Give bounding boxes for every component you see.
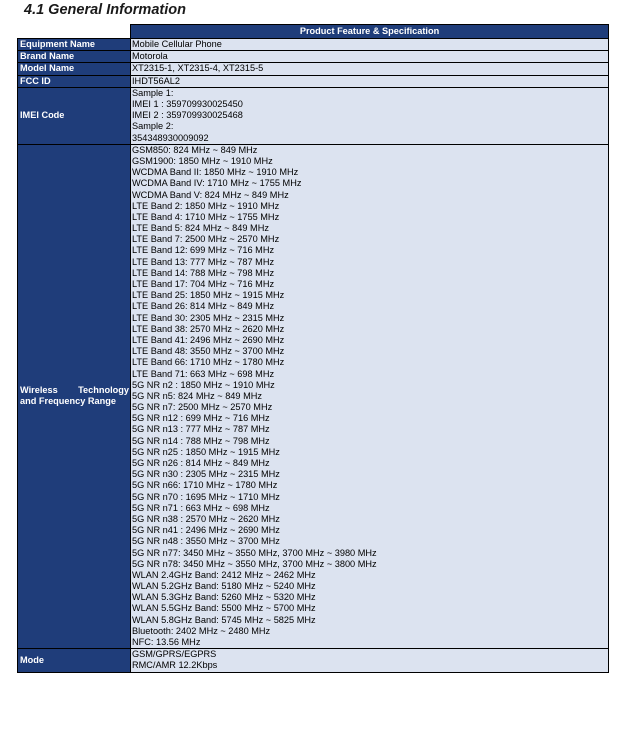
frequency-line: 5G NR n71 : 663 MHz ~ 698 MHz: [132, 502, 270, 513]
frequency-line: Bluetooth: 2402 MHz ~ 2480 MHz: [132, 625, 271, 636]
frequency-line: LTE Band 2: 1850 MHz ~ 1910 MHz: [132, 200, 280, 211]
frequency-line: 5G NR n2 : 1850 MHz ~ 1910 MHz: [132, 379, 275, 390]
frequency-line: LTE Band 26: 814 MHz ~ 849 MHz: [132, 301, 275, 312]
row-value-imei: [131, 87, 609, 144]
frequency-line: LTE Band 13: 777 MHz ~ 787 MHz: [132, 256, 275, 267]
frequency-line: NFC: 13.56 MHz: [132, 637, 201, 647]
frequency-line: 5G NR n77: 3450 MHz ~ 3550 MHz, 3700 MHz ~ 3980 MHz: [132, 547, 377, 558]
wireless-label-line-1: Wireless Technology: [20, 385, 129, 396]
frequency-line: LTE Band 66: 1710 MHz ~ 1780 MHz: [132, 357, 285, 368]
frequency-line: 5G NR n70 : 1695 MHz ~ 1710 MHz: [132, 491, 280, 502]
frequency-line: 5G NR n25 : 1850 MHz ~ 1915 MHz: [132, 446, 280, 457]
imei-line: IMEI 2 : 359709930025468: [132, 110, 243, 121]
frequency-line: GSM1900: 1850 MHz ~ 1910 MHz: [132, 155, 273, 166]
row-value-wireless: [131, 144, 609, 648]
frequency-line: LTE Band 5: 824 MHz ~ 849 MHz: [132, 223, 269, 234]
table-row-brand: [18, 51, 609, 63]
frequency-line: LTE Band 48: 3550 MHz ~ 3700 MHz: [132, 346, 285, 357]
frequency-line: WLAN 5.3GHz Band: 5260 MHz ~ 5320 MHz: [132, 592, 316, 603]
frequency-line: WLAN 5.8GHz Band: 5745 MHz ~ 5825 MHz: [132, 614, 316, 625]
frequency-line: 5G NR n38 : 2570 MHz ~ 2620 MHz: [132, 513, 280, 524]
row-value-mode: [131, 649, 609, 672]
frequency-line: WCDMA Band IV: 1710 MHz ~ 1755 MHz: [132, 178, 302, 189]
row-label-equipment: Equipment Name: [18, 39, 131, 51]
table-header-row: [18, 25, 609, 39]
row-label-imei: IMEI Code: [18, 87, 131, 144]
frequency-line: LTE Band 12: 699 MHz ~ 716 MHz: [132, 245, 275, 256]
frequency-line: 5G NR n66: 1710 MHz ~ 1780 MHz: [132, 480, 278, 491]
table-row-wireless: [18, 144, 609, 648]
table-row-fcc: [18, 75, 609, 87]
frequency-line: LTE Band 41: 2496 MHz ~ 2690 MHz: [132, 334, 285, 345]
wireless-label-line-2: and Frequency Range: [20, 396, 116, 407]
row-label-model: Model Name: [18, 63, 131, 75]
frequency-line: 5G NR n12 : 699 MHz ~ 716 MHz: [132, 413, 270, 424]
row-label-fcc: FCC ID: [18, 75, 131, 87]
frequency-line: LTE Band 7: 2500 MHz ~ 2570 MHz: [132, 234, 280, 245]
section-title: 4.1 General Information: [24, 2, 186, 18]
frequency-line: 5G NR n41 : 2496 MHz ~ 2690 MHz: [132, 525, 280, 536]
spec-table: [17, 24, 609, 673]
table-header: Product Feature & Specification: [131, 25, 609, 39]
row-label-brand: Brand Name: [18, 51, 131, 63]
frequency-line: 5G NR n78: 3450 MHz ~ 3550 MHz, 3700 MHz ~ 3800 MHz: [132, 558, 377, 569]
frequency-line: 5G NR n14 : 788 MHz ~ 798 MHz: [132, 435, 270, 446]
mode-line: RMC/AMR 12.2Kbps: [132, 660, 218, 671]
frequency-line: 5G NR n48 : 3550 MHz ~ 3700 MHz: [132, 536, 280, 547]
table-row-mode: [18, 649, 609, 672]
row-value-fcc: IHDT56AL2: [131, 75, 609, 87]
frequency-line: LTE Band 14: 788 MHz ~ 798 MHz: [132, 267, 275, 278]
frequency-line: 5G NR n7: 2500 MHz ~ 2570 MHz: [132, 402, 273, 413]
frequency-line: WCDMA Band V: 824 MHz ~ 849 MHz: [132, 189, 289, 200]
imei-line: Sample 1:: [132, 87, 174, 98]
frequency-line: WLAN 5.5GHz Band: 5500 MHz ~ 5700 MHz: [132, 603, 316, 614]
table-row-model: [18, 63, 609, 75]
frequency-line: 5G NR n5: 824 MHz ~ 849 MHz: [132, 390, 262, 401]
header-spacer: [18, 25, 131, 39]
mode-line: GSM/GPRS/EGPRS: [132, 649, 217, 660]
frequency-line: WCDMA Band II: 1850 MHz ~ 1910 MHz: [132, 167, 299, 178]
row-value-equipment: Mobile Cellular Phone: [131, 39, 609, 51]
frequency-line: 5G NR n30 : 2305 MHz ~ 2315 MHz: [132, 469, 280, 480]
frequency-line: LTE Band 38: 2570 MHz ~ 2620 MHz: [132, 323, 285, 334]
frequency-line: LTE Band 71: 663 MHz ~ 698 MHz: [132, 368, 275, 379]
frequency-line: LTE Band 25: 1850 MHz ~ 1915 MHz: [132, 290, 285, 301]
frequency-line: LTE Band 30: 2305 MHz ~ 2315 MHz: [132, 312, 285, 323]
row-label-mode: Mode: [18, 649, 131, 672]
row-label-wireless: [18, 144, 131, 648]
frequency-line: 5G NR n26 : 814 MHz ~ 849 MHz: [132, 458, 270, 468]
row-value-brand: Motorola: [131, 51, 609, 63]
frequency-line: GSM850: 824 MHz ~ 849 MHz: [132, 144, 258, 155]
frequency-line: WLAN 2.4GHz Band: 2412 MHz ~ 2462 MHz: [132, 569, 316, 580]
table-row-equipment: [18, 39, 609, 51]
frequency-line: LTE Band 17: 704 MHz ~ 716 MHz: [132, 279, 275, 289]
imei-line: 354348930009092: [132, 132, 209, 143]
table-row-imei: [18, 87, 609, 144]
frequency-line: WLAN 5.2GHz Band: 5180 MHz ~ 5240 MHz: [132, 581, 316, 592]
row-value-model: XT2315-1, XT2315-4, XT2315-5: [131, 63, 609, 75]
imei-line: Sample 2:: [132, 121, 174, 132]
frequency-line: 5G NR n13 : 777 MHz ~ 787 MHz: [132, 424, 270, 435]
imei-line: IMEI 1 : 359709930025450: [132, 99, 243, 109]
frequency-line: LTE Band 4: 1710 MHz ~ 1755 MHz: [132, 211, 280, 222]
